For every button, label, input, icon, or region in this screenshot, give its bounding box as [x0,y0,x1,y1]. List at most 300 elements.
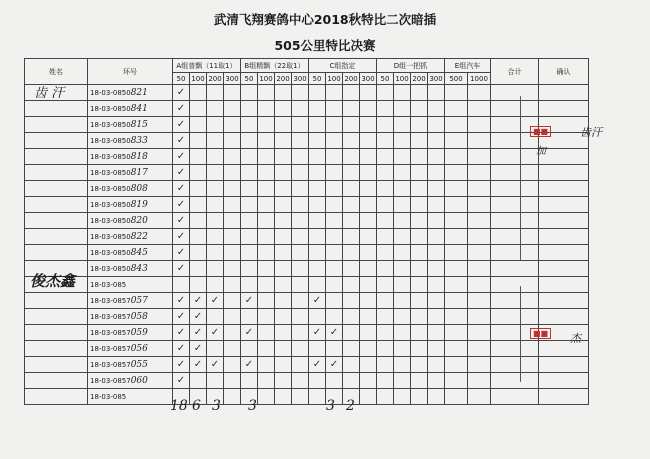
entry-cell-d50[interactable] [377,357,394,373]
entry-cell-a50[interactable] [173,245,190,261]
entry-cell-d50[interactable] [377,277,394,293]
entry-cell-b50[interactable] [241,245,258,261]
entry-cell-c50[interactable] [309,341,326,357]
confirm-cell[interactable] [539,341,589,357]
entry-cell-c200[interactable] [343,325,360,341]
entry-cell-a50[interactable] [173,181,190,197]
ring-cell[interactable] [88,261,173,277]
entry-cell-b50[interactable] [241,261,258,277]
entry-cell-c100[interactable] [326,181,343,197]
entry-cell-d200[interactable] [411,101,428,117]
entry-cell-d50[interactable] [377,117,394,133]
entry-cell-c300[interactable] [360,389,377,405]
entry-cell-a50[interactable] [173,117,190,133]
entry-cell-a200[interactable] [207,293,224,309]
entry-cell-b50[interactable] [241,149,258,165]
entry-cell-a100[interactable] [190,229,207,245]
name-cell[interactable] [25,213,88,229]
entry-cell-a300[interactable] [224,213,241,229]
name-cell[interactable] [25,325,88,341]
entry-cell-c300[interactable] [360,101,377,117]
entry-cell-c50[interactable] [309,197,326,213]
entry-cell-a100[interactable] [190,357,207,373]
entry-cell-e500[interactable] [445,309,468,325]
entry-cell-e500[interactable] [445,277,468,293]
entry-cell-e500[interactable] [445,389,468,405]
entry-cell-c100[interactable] [326,85,343,101]
entry-cell-e500[interactable] [445,133,468,149]
entry-cell-d300[interactable] [428,389,445,405]
entry-cell-b100[interactable] [258,389,275,405]
entry-cell-a300[interactable] [224,101,241,117]
entry-cell-a50[interactable] [173,341,190,357]
entry-cell-d300[interactable] [428,213,445,229]
entry-cell-b300[interactable] [292,117,309,133]
entry-cell-e1000[interactable] [468,229,491,245]
ring-cell[interactable] [88,101,173,117]
entry-cell-c300[interactable] [360,293,377,309]
entry-cell-a300[interactable] [224,277,241,293]
entry-cell-c200[interactable] [343,133,360,149]
entry-cell-d200[interactable] [411,197,428,213]
entry-cell-c100[interactable] [326,165,343,181]
entry-cell-a100[interactable] [190,341,207,357]
entry-cell-b50[interactable] [241,341,258,357]
entry-cell-b50[interactable] [241,357,258,373]
entry-cell-e500[interactable] [445,101,468,117]
entry-cell-e500[interactable] [445,245,468,261]
entry-cell-a200[interactable] [207,245,224,261]
entry-cell-b100[interactable] [258,341,275,357]
ring-cell[interactable] [88,181,173,197]
entry-cell-d200[interactable] [411,181,428,197]
entry-cell-c200[interactable] [343,197,360,213]
entry-cell-b100[interactable] [258,229,275,245]
confirm-cell[interactable] [539,213,589,229]
entry-cell-b100[interactable] [258,309,275,325]
entry-cell-d100[interactable] [394,213,411,229]
entry-cell-d100[interactable] [394,389,411,405]
entry-cell-e500[interactable] [445,357,468,373]
entry-cell-c300[interactable] [360,357,377,373]
entry-cell-d200[interactable] [411,261,428,277]
entry-cell-c100[interactable] [326,149,343,165]
entry-cell-b300[interactable] [292,309,309,325]
entry-cell-d300[interactable] [428,277,445,293]
entry-cell-a50[interactable] [173,165,190,181]
entry-cell-d100[interactable] [394,165,411,181]
entry-cell-c300[interactable] [360,181,377,197]
entry-cell-b50[interactable] [241,117,258,133]
entry-cell-d50[interactable] [377,213,394,229]
entry-cell-b100[interactable] [258,181,275,197]
total-cell[interactable] [491,197,539,213]
entry-cell-a300[interactable] [224,133,241,149]
entry-cell-b300[interactable] [292,149,309,165]
entry-cell-a100[interactable] [190,373,207,389]
total-cell[interactable] [491,373,539,389]
ring-cell[interactable] [88,357,173,373]
entry-cell-a50[interactable] [173,149,190,165]
ring-cell[interactable] [88,325,173,341]
entry-cell-e1000[interactable] [468,293,491,309]
entry-cell-a50[interactable] [173,101,190,117]
entry-cell-d200[interactable] [411,133,428,149]
entry-cell-e1000[interactable] [468,165,491,181]
entry-cell-c50[interactable] [309,213,326,229]
entry-cell-e1000[interactable] [468,133,491,149]
entry-cell-a50[interactable] [173,261,190,277]
entry-cell-c50[interactable] [309,117,326,133]
entry-cell-a300[interactable] [224,309,241,325]
entry-cell-a200[interactable] [207,309,224,325]
entry-cell-d100[interactable] [394,293,411,309]
entry-cell-b300[interactable] [292,261,309,277]
entry-cell-d200[interactable] [411,245,428,261]
confirm-cell[interactable] [539,229,589,245]
entry-cell-a200[interactable] [207,213,224,229]
entry-cell-d100[interactable] [394,197,411,213]
entry-cell-a50[interactable] [173,213,190,229]
ring-cell[interactable] [88,229,173,245]
entry-cell-b50[interactable] [241,213,258,229]
entry-cell-b100[interactable] [258,357,275,373]
entry-cell-a300[interactable] [224,293,241,309]
entry-cell-c50[interactable] [309,101,326,117]
entry-cell-c300[interactable] [360,213,377,229]
entry-cell-b50[interactable] [241,197,258,213]
confirm-cell[interactable] [539,197,589,213]
entry-cell-e1000[interactable] [468,357,491,373]
entry-cell-a50[interactable] [173,309,190,325]
entry-cell-a200[interactable] [207,277,224,293]
entry-cell-a200[interactable] [207,117,224,133]
total-cell[interactable] [491,85,539,101]
entry-cell-a50[interactable] [173,197,190,213]
entry-cell-a200[interactable] [207,133,224,149]
entry-cell-b100[interactable] [258,213,275,229]
entry-cell-d300[interactable] [428,85,445,101]
entry-cell-e500[interactable] [445,165,468,181]
confirm-cell[interactable] [539,293,589,309]
entry-cell-c300[interactable] [360,149,377,165]
confirm-cell[interactable] [539,373,589,389]
entry-cell-b200[interactable] [275,261,292,277]
entry-cell-d50[interactable] [377,341,394,357]
entry-cell-b200[interactable] [275,197,292,213]
entry-cell-d200[interactable] [411,293,428,309]
entry-cell-a100[interactable] [190,197,207,213]
entry-cell-b100[interactable] [258,85,275,101]
entry-cell-b200[interactable] [275,389,292,405]
entry-cell-b200[interactable] [275,277,292,293]
entry-cell-b200[interactable] [275,101,292,117]
entry-cell-c50[interactable] [309,245,326,261]
entry-cell-a300[interactable] [224,181,241,197]
total-cell[interactable] [491,357,539,373]
confirm-cell[interactable] [539,277,589,293]
total-cell[interactable] [491,309,539,325]
entry-cell-b300[interactable] [292,357,309,373]
entry-cell-d100[interactable] [394,357,411,373]
entry-cell-b200[interactable] [275,133,292,149]
entry-cell-c100[interactable] [326,261,343,277]
confirm-cell[interactable] [539,389,589,405]
entry-cell-d50[interactable] [377,101,394,117]
entry-cell-e500[interactable] [445,261,468,277]
entry-cell-a200[interactable] [207,325,224,341]
entry-cell-c200[interactable] [343,181,360,197]
ring-cell[interactable] [88,165,173,181]
entry-cell-e1000[interactable] [468,389,491,405]
entry-cell-a200[interactable] [207,197,224,213]
entry-cell-d100[interactable] [394,309,411,325]
entry-cell-b200[interactable] [275,341,292,357]
entry-cell-c300[interactable] [360,85,377,101]
entry-cell-c50[interactable] [309,85,326,101]
entry-cell-b300[interactable] [292,325,309,341]
entry-cell-a200[interactable] [207,181,224,197]
entry-cell-c200[interactable] [343,85,360,101]
ring-cell[interactable] [88,293,173,309]
entry-cell-c200[interactable] [343,117,360,133]
entry-cell-c50[interactable] [309,389,326,405]
entry-cell-c50[interactable] [309,165,326,181]
entry-cell-c300[interactable] [360,133,377,149]
entry-cell-c200[interactable] [343,229,360,245]
entry-cell-c100[interactable] [326,293,343,309]
entry-cell-a50[interactable] [173,373,190,389]
entry-cell-d300[interactable] [428,261,445,277]
entry-cell-d50[interactable] [377,373,394,389]
entry-cell-c50[interactable] [309,261,326,277]
entry-cell-c100[interactable] [326,309,343,325]
entry-cell-d200[interactable] [411,373,428,389]
confirm-cell[interactable] [539,309,589,325]
entry-cell-c100[interactable] [326,229,343,245]
entry-cell-d200[interactable] [411,341,428,357]
name-cell[interactable] [25,341,88,357]
total-cell[interactable] [491,245,539,261]
total-cell[interactable] [491,229,539,245]
entry-cell-a50[interactable] [173,85,190,101]
entry-cell-e500[interactable] [445,229,468,245]
entry-cell-e1000[interactable] [468,213,491,229]
entry-cell-b50[interactable] [241,229,258,245]
name-cell[interactable] [25,293,88,309]
entry-cell-d200[interactable] [411,213,428,229]
entry-cell-e500[interactable] [445,181,468,197]
entry-cell-c200[interactable] [343,277,360,293]
entry-cell-c300[interactable] [360,197,377,213]
entry-cell-a50[interactable] [173,293,190,309]
entry-cell-b300[interactable] [292,85,309,101]
entry-cell-a50[interactable] [173,325,190,341]
entry-cell-a200[interactable] [207,341,224,357]
ring-cell[interactable] [88,133,173,149]
entry-cell-a200[interactable] [207,101,224,117]
entry-cell-e500[interactable] [445,373,468,389]
entry-cell-b100[interactable] [258,197,275,213]
entry-cell-d200[interactable] [411,277,428,293]
entry-cell-b300[interactable] [292,373,309,389]
entry-cell-b300[interactable] [292,197,309,213]
entry-cell-a300[interactable] [224,261,241,277]
entry-cell-b50[interactable] [241,133,258,149]
entry-cell-b50[interactable] [241,373,258,389]
name-cell[interactable] [25,149,88,165]
entry-cell-c200[interactable] [343,373,360,389]
entry-cell-c50[interactable] [309,293,326,309]
entry-cell-d50[interactable] [377,181,394,197]
name-cell[interactable] [25,101,88,117]
entry-cell-a100[interactable] [190,149,207,165]
ring-cell[interactable] [88,373,173,389]
entry-cell-e1000[interactable] [468,261,491,277]
entry-cell-d50[interactable] [377,293,394,309]
entry-cell-b100[interactable] [258,245,275,261]
entry-cell-d100[interactable] [394,261,411,277]
entry-cell-d100[interactable] [394,341,411,357]
entry-cell-c300[interactable] [360,373,377,389]
entry-cell-d300[interactable] [428,117,445,133]
entry-cell-c200[interactable] [343,149,360,165]
entry-cell-b300[interactable] [292,277,309,293]
entry-cell-d50[interactable] [377,229,394,245]
entry-cell-d200[interactable] [411,389,428,405]
entry-cell-a300[interactable] [224,117,241,133]
confirm-cell[interactable] [539,149,589,165]
entry-cell-d300[interactable] [428,149,445,165]
entry-cell-a100[interactable] [190,133,207,149]
entry-cell-b200[interactable] [275,357,292,373]
entry-cell-d100[interactable] [394,117,411,133]
entry-cell-d50[interactable] [377,149,394,165]
entry-cell-b300[interactable] [292,133,309,149]
entry-cell-a100[interactable] [190,117,207,133]
entry-cell-b300[interactable] [292,229,309,245]
entry-cell-b200[interactable] [275,309,292,325]
entry-cell-c100[interactable] [326,325,343,341]
entry-cell-d300[interactable] [428,197,445,213]
name-cell[interactable] [25,197,88,213]
entry-cell-b300[interactable] [292,213,309,229]
entry-cell-d200[interactable] [411,85,428,101]
entry-cell-b300[interactable] [292,245,309,261]
entry-cell-a300[interactable] [224,197,241,213]
entry-cell-a300[interactable] [224,389,241,405]
entry-cell-c300[interactable] [360,309,377,325]
entry-cell-e1000[interactable] [468,277,491,293]
entry-cell-c200[interactable] [343,101,360,117]
entry-cell-a200[interactable] [207,229,224,245]
entry-cell-d50[interactable] [377,133,394,149]
entry-cell-d300[interactable] [428,101,445,117]
name-cell[interactable] [25,309,88,325]
entry-cell-c300[interactable] [360,277,377,293]
entry-cell-d100[interactable] [394,245,411,261]
confirm-cell[interactable] [539,357,589,373]
entry-cell-c100[interactable] [326,213,343,229]
confirm-cell[interactable] [539,101,589,117]
entry-cell-c300[interactable] [360,341,377,357]
entry-cell-b100[interactable] [258,101,275,117]
entry-cell-a100[interactable] [190,181,207,197]
entry-cell-e1000[interactable] [468,341,491,357]
entry-cell-c200[interactable] [343,245,360,261]
name-cell[interactable] [25,389,88,405]
entry-cell-c300[interactable] [360,245,377,261]
entry-cell-e1000[interactable] [468,101,491,117]
total-cell[interactable] [491,149,539,165]
entry-cell-c100[interactable] [326,197,343,213]
entry-cell-e500[interactable] [445,149,468,165]
entry-cell-c50[interactable] [309,373,326,389]
ring-cell[interactable] [88,213,173,229]
entry-cell-b50[interactable] [241,293,258,309]
entry-cell-c100[interactable] [326,373,343,389]
entry-cell-a200[interactable] [207,85,224,101]
entry-cell-c300[interactable] [360,261,377,277]
entry-cell-a100[interactable] [190,325,207,341]
entry-cell-e1000[interactable] [468,181,491,197]
entry-cell-d300[interactable] [428,293,445,309]
entry-cell-c100[interactable] [326,245,343,261]
entry-cell-a300[interactable] [224,229,241,245]
entry-cell-c300[interactable] [360,229,377,245]
entry-cell-b200[interactable] [275,373,292,389]
entry-cell-e500[interactable] [445,325,468,341]
entry-cell-a200[interactable] [207,165,224,181]
entry-cell-c100[interactable] [326,341,343,357]
entry-cell-a100[interactable] [190,261,207,277]
total-cell[interactable] [491,165,539,181]
entry-cell-d200[interactable] [411,149,428,165]
entry-cell-b300[interactable] [292,293,309,309]
total-cell[interactable] [491,341,539,357]
entry-cell-a100[interactable] [190,85,207,101]
entry-cell-b300[interactable] [292,341,309,357]
entry-cell-b300[interactable] [292,181,309,197]
total-cell[interactable] [491,293,539,309]
entry-cell-b200[interactable] [275,181,292,197]
entry-cell-b50[interactable] [241,165,258,181]
name-cell[interactable] [25,165,88,181]
entry-cell-c200[interactable] [343,357,360,373]
entry-cell-d300[interactable] [428,165,445,181]
entry-cell-c200[interactable] [343,309,360,325]
total-cell[interactable] [491,181,539,197]
entry-cell-d100[interactable] [394,101,411,117]
entry-cell-e1000[interactable] [468,85,491,101]
entry-cell-a100[interactable] [190,293,207,309]
entry-cell-d300[interactable] [428,325,445,341]
total-cell[interactable] [491,101,539,117]
confirm-cell[interactable] [539,85,589,101]
confirm-cell[interactable] [539,261,589,277]
entry-cell-b200[interactable] [275,229,292,245]
entry-cell-b200[interactable] [275,325,292,341]
entry-cell-c50[interactable] [309,277,326,293]
name-cell[interactable] [25,181,88,197]
entry-cell-c200[interactable] [343,213,360,229]
entry-cell-e1000[interactable] [468,117,491,133]
entry-cell-e500[interactable] [445,213,468,229]
entry-cell-d50[interactable] [377,165,394,181]
entry-cell-a200[interactable] [207,357,224,373]
entry-cell-e1000[interactable] [468,373,491,389]
entry-cell-c50[interactable] [309,309,326,325]
